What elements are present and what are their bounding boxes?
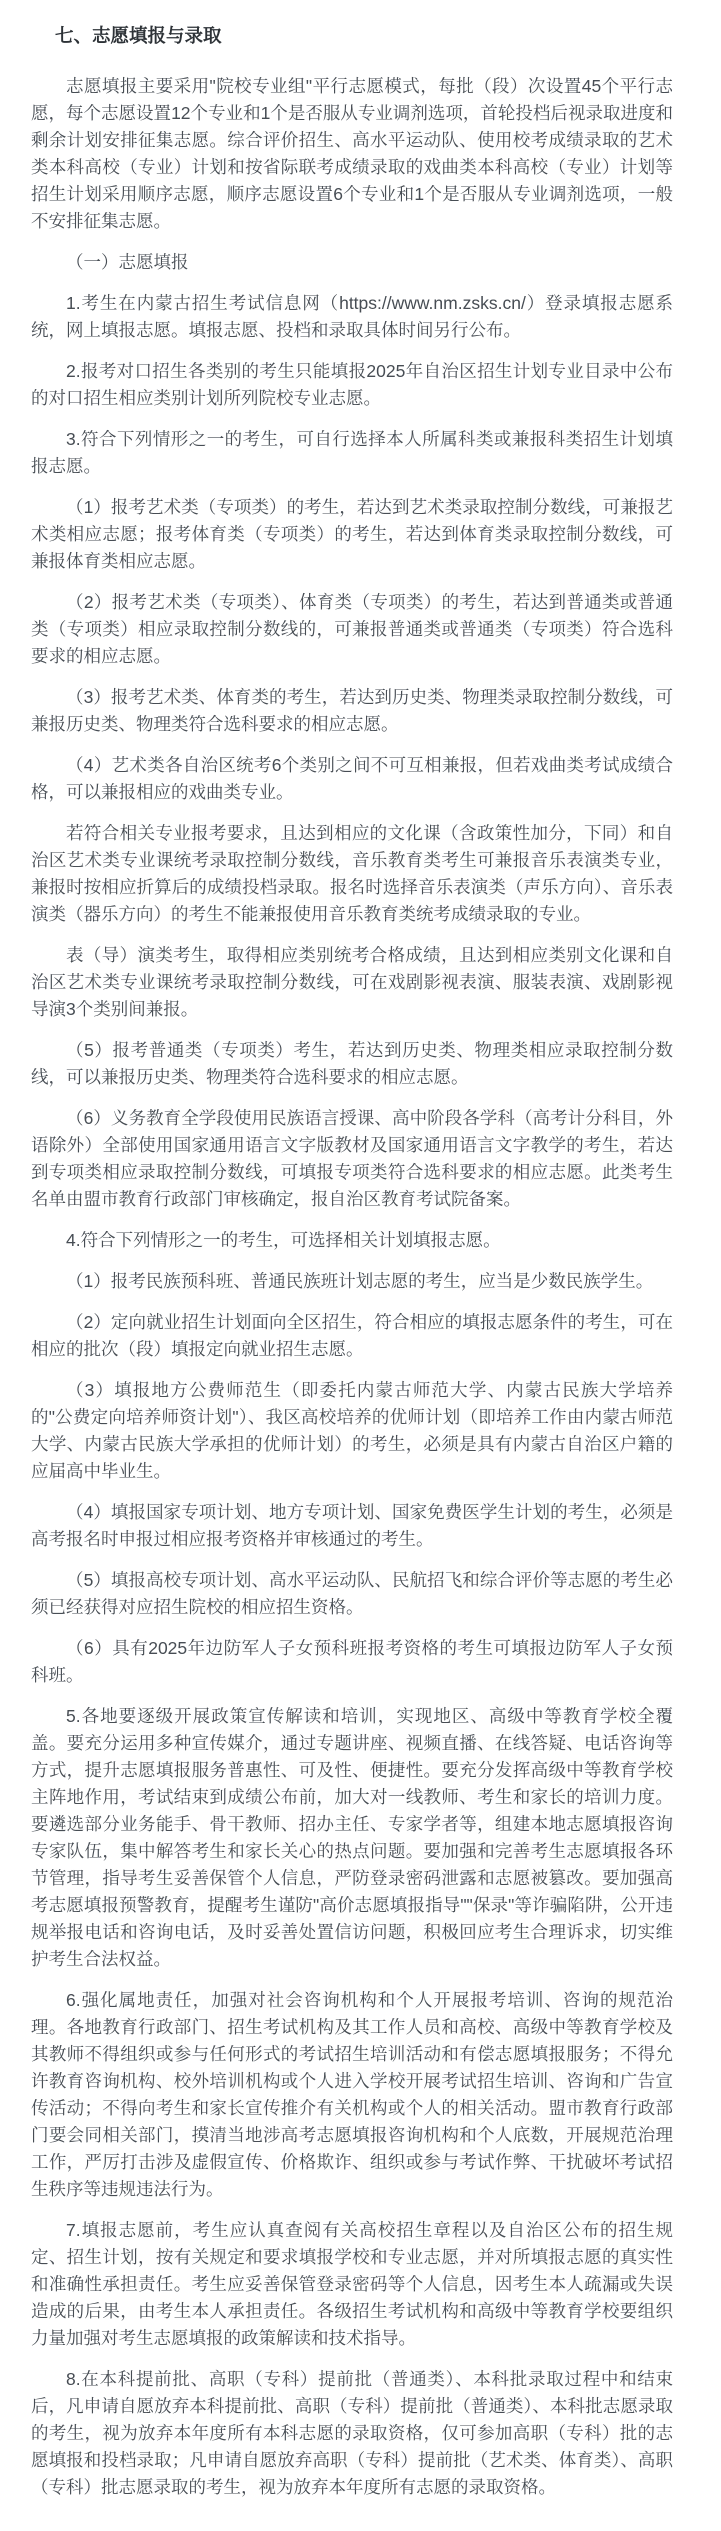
paragraph-item-4-sub-3: （3）填报地方公费师范生（即委托内蒙古师范大学、内蒙古民族大学培养的"公费定向培养师资计划"）、我区高校培养的优师计划（即培养工作由内蒙古师范大学、内蒙古民族大学承担的优师计划）的考生，必须是具有内蒙古自治区户籍的应届高中毕业生。 (31, 1380, 673, 1481)
paragraph-item-4: 4.符合下列情形之一的考生，可选择相关计划填报志愿。 (66, 1230, 501, 1250)
subsection-heading: （一）志愿填报 (66, 252, 189, 272)
paragraph-item-3-sub-4-note-1: 若符合相关专业报考要求，且达到相应的文化课（含政策性加分，下同）和自治区艺术类专业课统考录取控制分数线，音乐教育类考生可兼报音乐表演类专业，兼报时按相应折算后的成绩投档录取。报名时选择音乐表演类（声乐方向）、音乐表演类（器乐方向）的考生不能兼报使用音乐教育类统考成绩录取的专业。 (31, 823, 673, 924)
paragraph-item-4-sub-6: （6）具有2025年边防军人子女预科班报考资格的考生可填报边防军人子女预科班。 (31, 1638, 673, 1685)
paragraph-item-1: 1.考生在内蒙古招生考试信息网（https://www.nm.zsks.cn/）登录填报志愿系统，网上填报志愿。填报志愿、投档和录取具体时间另行公布。 (31, 293, 673, 340)
paragraph-item-2: 2.报考对口招生各类别的考生只能填报2025年自治区招生计划专业目录中公布的对口招生相应类别计划所列院校专业志愿。 (31, 361, 673, 408)
paragraph-item-8: 8.在本科提前批、高职（专科）提前批（普通类）、本科批录取过程中和结束后，凡申请自愿放弃本科提前批、高职（专科）提前批（普通类）、本科批志愿录取的考生，视为放弃本年度所有本科志愿的录取资格，仅可参加高职（专科）批的志愿填报和投档录取；凡申请自愿放弃高职（专科）提前批（艺术类、体育类）、高职（专科）批志愿录取的考生，视为放弃本年度所有志愿的录取资格。 (31, 2369, 673, 2497)
paragraph-item-3-sub-2: （2）报考艺术类（专项类）、体育类（专项类）的考生，若达到普通类或普通类（专项类）相应录取控制分数线的，可兼报普通类或普通类（专项类）符合选科要求的相应志愿。 (31, 592, 673, 666)
paragraph-item-6: 6.强化属地责任，加强对社会咨询机构和个人开展报考培训、咨询的规范治理。各地教育行政部门、招生考试机构及其工作人员和高校、高级中等教育学校及其教师不得组织或参与任何形式的考试招生培训活动和有偿志愿填报服务；不得允许教育咨询机构、校外培训机构或个人进入学校开展考试招生培训、咨询和广告宣传活动；不得向考生和家长宣传推介有关机构或个人的相关活动。盟市教育行政部门要会同相关部门，摸清当地涉高考志愿填报咨询机构和个人底数，开展规范治理工作，严厉打击涉及虚假宣传、价格欺诈、组织或参与考试作弊、干扰破坏考试招生秩序等违规违法行为。 (31, 1990, 673, 2199)
paragraph-item-4-sub-1: （1）报考民族预科班、普通民族班计划志愿的考生，应当是少数民族学生。 (66, 1271, 654, 1291)
paragraph-item-7: 7.填报志愿前，考生应认真查阅有关高校招生章程以及自治区公布的招生规定、招生计划，按有关规定和要求填报学校和专业志愿，并对所填报志愿的真实性和准确性承担责任。考生应妥善保管登录密码等个人信息，因考生本人疏漏或失误造成的后果，由考生本人承担责任。各级招生考试机构和高级中等教育学校要组织力量加强对考生志愿填报的政策解读和技术指导。 (31, 2220, 673, 2348)
section-title: 七、志愿填报与录取 (55, 25, 222, 46)
paragraph-item-3-sub-1: （1）报考艺术类（专项类）的考生，若达到艺术类录取控制分数线，可兼报艺术类相应志愿；报考体育类（专项类）的考生，若达到体育类录取控制分数线，可兼报体育类相应志愿。 (31, 497, 673, 571)
intro-paragraph: 志愿填报主要采用"院校专业组"平行志愿模式，每批（段）次设置45个平行志愿，每个志愿设置12个专业和1个是否服从专业调剂选项，首轮投档后视录取进度和剩余计划安排征集志愿。综合评价招生、高水平运动队、使用校考成绩录取的艺术类本科高校（专业）计划和按省际联考成绩录取的戏曲类本科高校（专业）计划等招生计划采用顺序志愿，顺序志愿设置6个专业和1个是否服从专业调剂选项，一般不安排征集志愿。 (31, 76, 673, 231)
paragraph-item-3-sub-3: （3）报考艺术类、体育类的考生，若达到历史类、物理类录取控制分数线，可兼报历史类、物理类符合选科要求的相应志愿。 (31, 687, 673, 734)
paragraph-item-4-sub-5: （5）填报高校专项计划、高水平运动队、民航招飞和综合评价等志愿的考生必须已经获得对应招生院校的相应招生资格。 (31, 1570, 673, 1617)
paragraph-item-3-sub-4-note-2: 表（导）演类考生，取得相应类别统考合格成绩，且达到相应类别文化课和自治区艺术类专业课统考录取控制分数线，可在戏剧影视表演、服装表演、戏剧影视导演3个类别间兼报。 (31, 945, 673, 1019)
paragraph-item-4-sub-4: （4）填报国家专项计划、地方专项计划、国家免费医学生计划的考生，必须是高考报名时申报过相应报考资格并审核通过的考生。 (31, 1502, 673, 1549)
paragraph-item-5: 5.各地要逐级开展政策宣传解读和培训，实现地区、高级中等教育学校全覆盖。要充分运用多种宣传媒介，通过专题讲座、视频直播、在线答疑、电话咨询等方式，提升志愿填报服务普惠性、可及性、便捷性。要充分发挥高级中等教育学校主阵地作用，考试结束到成绩公布前，加大对一线教师、考生和家长的培训力度。要遴选部分业务能手、骨干教师、招办主任、专家学者等，组建本地志愿填报咨询专家队伍，集中解答考生和家长关心的热点问题。要加强和完善考生志愿填报各环节管理，指导考生妥善保管个人信息，严防登录密码泄露和志愿被篡改。要加强高考志愿填报预警教育，提醒考生谨防"高价志愿填报指导""保录"等诈骗陷阱，公开违规举报电话和咨询电话，及时妥善处置信访问题，积极回应考生合理诉求，切实维护考生合法权益。 (31, 1706, 673, 1969)
paragraph-item-3-sub-6: （6）义务教育全学段使用民族语言授课、高中阶段各学科（高考计分科目，外语除外）全部使用国家通用语言文字版教材及国家通用语言文字教学的考生，若达到专项类相应录取控制分数线，可填报专项类符合选科要求的相应志愿。此类考生名单由盟市教育行政部门审核确定，报自治区教育考试院备案。 (31, 1108, 673, 1209)
paragraph-item-4-sub-2: （2）定向就业招生计划面向全区招生，符合相应的填报志愿条件的考生，可在相应的批次（段）填报定向就业招生志愿。 (31, 1312, 673, 1359)
paragraph-item-3-sub-5: （5）报考普通类（专项类）考生，若达到历史类、物理类相应录取控制分数线，可以兼报历史类、物理类符合选科要求的相应志愿。 (31, 1040, 673, 1087)
paragraph-item-3-sub-4: （4）艺术类各自治区统考6个类别之间不可互相兼报，但若戏曲类考试成绩合格，可以兼报相应的戏曲类专业。 (31, 755, 673, 802)
paragraph-item-3: 3.符合下列情形之一的考生，可自行选择本人所属科类或兼报科类招生计划填报志愿。 (31, 429, 673, 476)
